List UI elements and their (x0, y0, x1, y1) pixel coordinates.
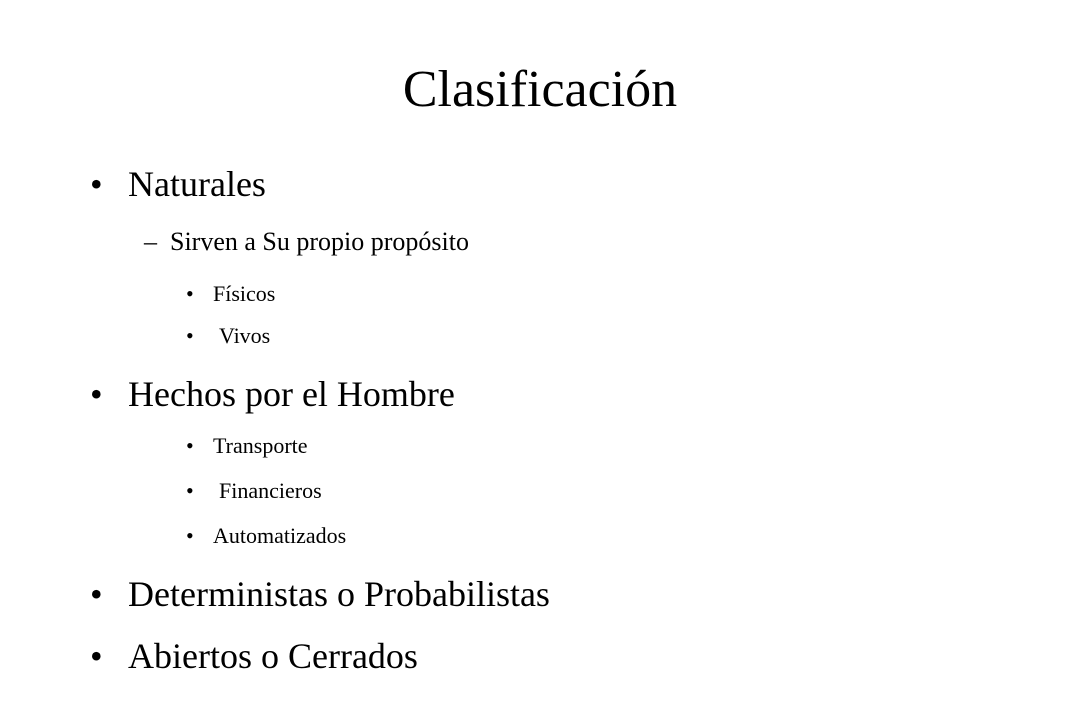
list-item-text: Transporte (213, 433, 308, 458)
bullet-icon: • (186, 323, 194, 348)
list-item-text: Financieros (219, 478, 322, 503)
list-item-text: Naturales (128, 164, 266, 204)
bullet-icon: • (186, 523, 194, 548)
bullet-icon: • (186, 433, 194, 458)
bullet-icon: • (186, 281, 194, 306)
bullet-icon: • (90, 374, 103, 414)
list-item-text: Abiertos o Cerrados (128, 636, 418, 676)
dash-bullet-icon: – (144, 227, 157, 256)
list-item-text: Vivos (219, 323, 271, 348)
bullet-icon: • (90, 164, 103, 204)
list-item-text: Sirven a Su propio propósito (170, 227, 469, 256)
bullet-icon: • (90, 574, 103, 614)
bullet-icon: • (186, 478, 194, 503)
slide-title: Clasificación (402, 61, 678, 118)
list-item-text: Automatizados (213, 523, 347, 548)
list-item-text: Físicos (213, 281, 276, 306)
list-item-text: Hechos por el Hombre (128, 374, 455, 414)
bullet-icon: • (90, 636, 103, 676)
list-item-text: Deterministas o Probabilistas (128, 574, 550, 614)
